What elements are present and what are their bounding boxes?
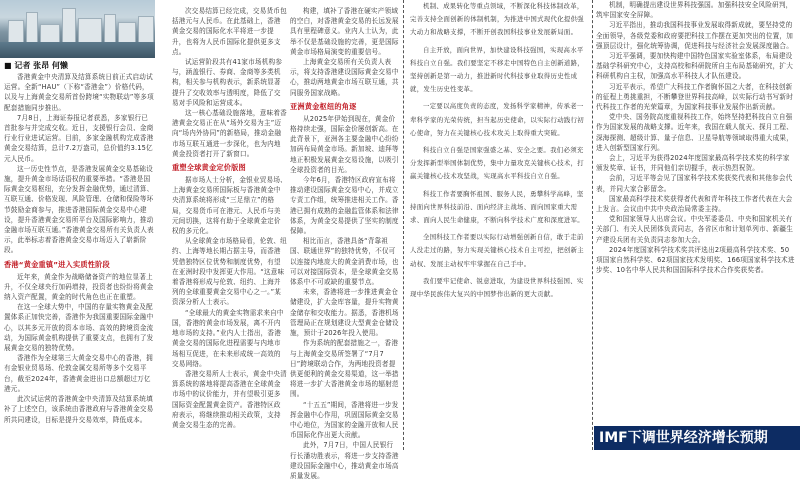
paragraph: 机制，明确提出建设世界科技强国。加强科技安全风险研判，筑牢国家安全屏障。 — [596, 1, 793, 20]
bottom-headline: IMF下调世界经济增长预期 — [594, 426, 800, 450]
paragraph: 我们要牢记使命、锐意进取，为建设世界科技强国、实现中华民族伟大复兴的中国梦作出新的更大贡献。 — [410, 276, 584, 299]
paragraph: 国家最高科学技术奖获得者代表和青年科技工作者代表在大会上发言。会议由中共中央政治局常委主持。 — [596, 194, 793, 214]
paragraph: 香港作为全球第三大黄金交易中心的香港，拥有金银业贸易场、伦敦金属交易所等多个交易平台，截至2024年，香港黄金进出口总额超过万亿港元。 — [4, 354, 153, 393]
paragraph: 这一历史性节点，是香港发展黄金交易基础设施，提升黄金市场话语权的重要举措。“香港是国际黄金交易枢纽，充分发挥金融优势，通过清算、互联互通、价格发现、风险管理、仓储和保险等环节鼓励金商参与，推进香港国际黄金交易中心建设，提升香港黄金交易所平台及国际影响力，推动金融市场互联互通。”香港黄金交易所有关负责人表示，此举标志着香港黄金交易市场迈入了崭新阶段。 — [4, 164, 154, 255]
article-column-3 — [290, 6, 400, 480]
paragraph: 上海黄金交易所有关负责人表示，将支持香港建设国际黄金交易中心，推动两地黄金市场互联互通，共同服务国家战略。 — [290, 58, 399, 97]
section-heading: 香港“黄金重镇”进入实质性阶段 — [4, 259, 110, 269]
paragraph: 此次试运营的香港黄金中央清算及结算系统填补了上述空白，该系统由香港政府与香港黄金交易所共同建设，目标是提升交易效率，降低成本。 — [4, 395, 154, 424]
paragraph: 试运营阶段共有41家市场机构参与，涵盖银行、券商、金商等多类机构，相关参与机构表示，新系统显著提升了交收效率与透明度，降低了交易对手风险和运营成本。 — [172, 58, 283, 107]
paragraph: 从2025年伊始到现在，黄金价格持续走强，国际金价屡创新高。在此背景下，亚洲各主要金融中心纷纷加码布局黄金市场。新加坡、迪拜等地正积极发展黄金交易设施，以吸引全球投资者的目光。 — [290, 114, 399, 174]
paragraph: 在这一全球大势中，中国的存量实物黄金及配置体系正加快完善，香港作为我国重要国际金融中心，以其多元开放的资本市场、高效的跨境资金流动，为国际黄金机构提供了重要支点，也拥有了发展黄金交易的独特优势。 — [4, 303, 154, 353]
column-1-text — [4, 72, 154, 425]
paragraph: 未来，香港将进一步推进黄金仓储建设，扩大金库容量，提升实物黄金储存和交收能力。据悉，香港机场管理局正在规划建设大型黄金仓储设施，预计于2026年投入使用。 — [290, 288, 399, 338]
paragraph: 习近平强调，要加快构建中国特色国家实验室体系，布局建设基础学科研究中心，支持高校和科研院所自主布局基础研究，扩大科研机构自主权，加强高水平科技人才队伍建设。 — [596, 52, 794, 81]
section-heading: 亚洲黄金枢纽的角逐 — [290, 101, 357, 111]
article-column-1 — [0, 0, 158, 450]
paragraph: 习近平指出，推动我国科技事业发展取得新成就，要坚持党的全面领导，各级党委和政府要把科技工作摆在更加突出的位置，加强顶层设计，强化统筹协调，促进科技与经济社会发展深度融合。 — [596, 21, 794, 50]
paragraph: 构建，填补了香港在硬实产领域的空白，对香港黄金交易的长远发展具有里程碑意义。业内人士认为，此举不仅是基础设施的完善，更是国际黄金市场格局演变的重要信号。 — [290, 7, 399, 56]
paragraph: 近年来，黄金作为战略储备资产的地位显著上升，不仅全球央行加码增持，投资者也纷纷将黄金纳入资产配置，黄金的时代角色也正在重塑。 — [4, 272, 154, 302]
paragraph: 从全球黄金市场格局看，伦敦、纽约、上海等地长期占据主导，而香港凭借独特区位优势和制度优势，有望在亚洲时段中发挥更大作用。“这意味着香港将形成与伦敦、纽约、上海并列的全球重要黄金交易中心之一。”某资深分析人士表示。 — [172, 237, 287, 307]
paragraph: 此外，7月7日，中国人民银行行长潘功胜表示，将进一步支持香港建设国际金融中心，推动黄金市场高质量发展。 — [290, 441, 399, 480]
paragraph: “全球最大的黄金实物需求来自中国，香港的黄金市场发展，离不开内地市场的支持。”业内人士指出，香港黄金交易的国际化进程需要与内地市场相互促进，在未来形成统一高效的交易网络。 — [172, 308, 284, 368]
article-column-5 — [596, 0, 796, 424]
paragraph: 会前，习近平等会见了国家科学技术奖获奖代表和其他参会代表，并同大家合影留念。 — [596, 174, 793, 193]
paragraph: 全国科技工作者要以实际行动增强创新自信，敢于走前人没走过的路，努力实现关键核心技术自主可控，把创新主动权、发展主动权牢牢掌握在自己手中。 — [410, 233, 584, 268]
paragraph: 科技自立自强是国家强盛之基、安全之要。我们必须充分发挥新型举国体制优势，集中力量攻克关键核心技术，打赢关键核心技术攻坚战，实现高水平科技自立自强。 — [410, 146, 584, 181]
paragraph: 香港黄金中央清算及结算系统日前正式启动试运营。全新“HAU”（下称“香港金”）价格代码，以及与上海黄金交易所首份跨境“实物联动”等多项配套措施同步推出。 — [4, 73, 154, 112]
paragraph: 科技工作者要胸怀祖国、服务人民，勇攀科学高峰，坚持面向世界科技前沿、面向经济主战场、面向国家重大需求、面向人民生命健康，不断向科学技术广度和深度进军。 — [410, 189, 584, 225]
paragraph: 自主开放，面向世界，加快建设科技强国，实现高水平科技自立自强。我们要坚定不移走中国特色自主创新道路，坚持创新是第一动力，推进新时代科技事业取得历史性成就，发生历史性变革。 — [410, 45, 584, 94]
paragraph: 这一核心基础设施落地，意味着香港黄金交易正在从“场外交易为主”迈向“场内外协同”的新格局，推动金融市场互联互通进一步深化，也为内地黄金投资者打开了新窗口。 — [172, 109, 287, 158]
paragraph: 党和国家领导人出席会议。中央军委委员、中央和国家机关有关部门、有关人民团体负责同志，各省区市和计划单列市、新疆生产建设兵团有关负责同志参加大会。 — [596, 215, 794, 244]
paragraph: 机制、成果转化等重点领域，不断深化科技体制改革，完善支持全面创新的体制机制，为推进中国式现代化提供强大动力和战略支撑，不断开创我国科技事业发展新局面。 — [410, 2, 584, 37]
paragraph: 相比而言，香港具备“背靠祖国、联通世界”的独特优势，不仅可以连接内地庞大的黄金消费市场，也可以对接国际资本，是全球黄金交易体系中不可或缺的重要节点。 — [290, 237, 399, 287]
section-heading: 重塑全球黄金定价版图 — [172, 163, 246, 173]
paragraph: 据市场人士分析，金银业贸易场、上海黄金交易所国际板与香港黄金中央清算系统将形成“三足鼎立”的格局，交易货币可在港元、人民币与美元间切换，这将有助于全球黄金定价权的多元化。 — [172, 176, 287, 236]
byline-text: 记者 张昂 何懒 — [14, 61, 68, 70]
paragraph: 作为系统的配套措施之一，香港与上海黄金交易所签署了“7月7日”跨境联动合作，为两地投资者提供更便利的黄金交易渠道，这一举措将进一步扩大香港黄金市场的辐射范围。 — [290, 339, 399, 399]
paragraph: 一定要以高度负责的态度，发扬科学家精神，传承老一辈科学家的光荣传统，担当起历史使命，以实际行动践行初心使命，努力在关键核心技术攻关上取得重大突破。 — [410, 102, 584, 137]
article-column-2 — [172, 6, 287, 450]
boxed-commentary — [403, 0, 593, 450]
paragraph: 党中央、国务院高度重视科技工作，始终坚持把科技自立自强作为国家发展的战略支撑。近年来，我国在载人航天、探月工程、深海探测、超级计算、量子信息、卫星导航等领域取得重大成果，进入创新型国家行列。 — [596, 113, 794, 152]
paragraph: “十五五”期间，香港将进一步发挥金融中心作用，巩固国际黄金交易中心地位，为国家的金融开放和人民币国际化作出更大贡献。 — [290, 400, 399, 440]
paragraph: 香港交易所人士表示，黄金中央清算系统的落地将提高香港在全球黄金市场中的议价能力，并有望吸引更多国际资金配置黄金资产。香港特区政府表示，将继续推动相关政策，支持黄金交易生态的完善。 — [172, 369, 287, 429]
byline: ■ 记者 张昂 何懒 — [4, 61, 68, 70]
harbor-water — [0, 42, 155, 58]
paragraph: 今年6月，香港特区政府宣布将推动建设国际黄金交易中心，并成立专责工作组，统筹推进相关工作。香港已拥有成熟的金融监管体系和法律体系，为黄金交易提供了坚实的制度保障。 — [290, 176, 399, 236]
paragraph: 7月8日，上海证券报记者获悉，多家银行已首批参与并完成交收。近日，支援银行会员、金商行业行业进试运营。目前，多家金融机构完成香港黄金交易结算，总计7.2万盎司，总价值约3.15亿元人民币。 — [4, 113, 154, 163]
paragraph: 会上，习近平为获得2024年度国家最高科学技术奖的科学家颁发奖章、证书，并同他们亲切握手，表示热烈祝贺。 — [596, 154, 790, 173]
harbor-photo — [0, 0, 155, 58]
paragraph: 习近平表示，希望广大科技工作者胸怀国之大者，在科技创新的征程上勇挑重担，不断攀登世界科技高峰，以实际行动书写新时代科技工作者的光荣篇章，为国家科技事业发展作出新贡献。 — [596, 82, 794, 112]
paragraph: 次交易结算已经完成，交易货币包括港元与人民币。在此基础上，香港黄金交易的国际化水平将进一步提升，也将为人民币国际化提供更多支点。 — [172, 7, 287, 56]
paragraph: 2024年度国家科学技术奖共评选出2项最高科学技术奖、50项国家自然科学奖、62项国家技术发明奖、166项国家科学技术进步奖、10名中华人民共和国国际科学技术合作奖获奖者。 — [596, 245, 795, 275]
